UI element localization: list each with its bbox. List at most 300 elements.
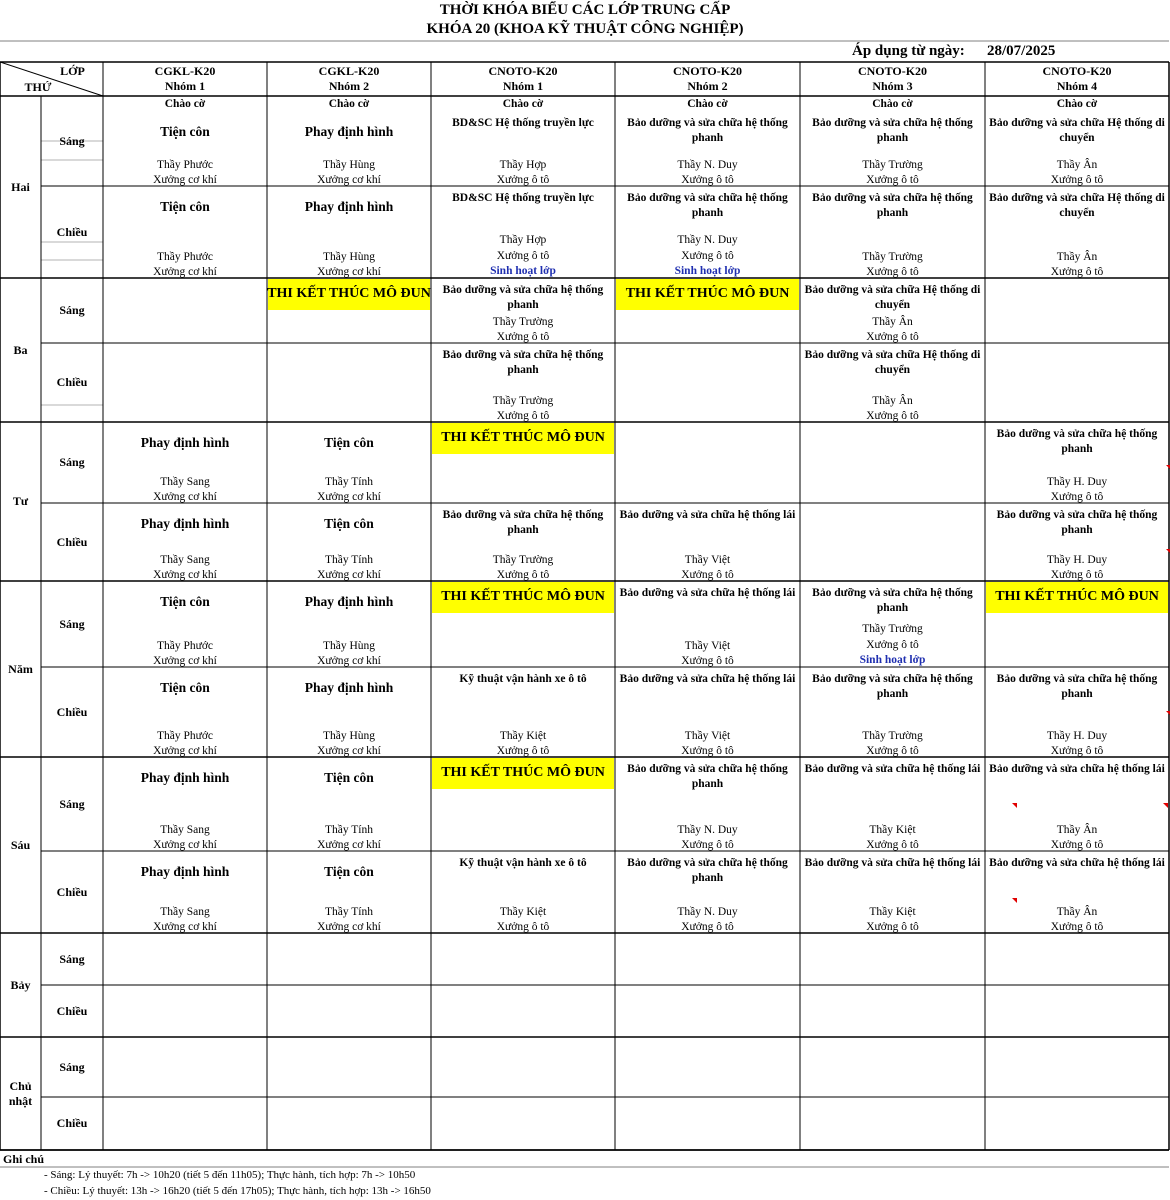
schedule-cell[interactable] xyxy=(985,985,1169,1037)
schedule-cell[interactable] xyxy=(800,933,985,985)
schedule-cell[interactable] xyxy=(103,985,267,1037)
teacher-name: Thầy Sang xyxy=(160,906,210,918)
room-name: Xưởng cơ khí xyxy=(317,266,381,278)
subject-name: Phay định hình xyxy=(140,435,230,450)
session-label xyxy=(41,422,103,503)
day-name: Bảy xyxy=(10,977,31,992)
teacher-name: Thầy Phước xyxy=(156,640,214,652)
schedule-cell[interactable] xyxy=(267,422,431,503)
room-name: Xưởng ô tô xyxy=(1050,266,1104,278)
day-name: Tư xyxy=(12,494,29,508)
day-label-5 xyxy=(0,757,41,933)
schedule-cell[interactable] xyxy=(985,1097,1169,1150)
teacher-name: Thầy Phước xyxy=(156,730,214,742)
schedule-cell[interactable] xyxy=(103,851,267,933)
schedule-cell[interactable] xyxy=(800,1037,985,1097)
schedule-cell[interactable] xyxy=(431,667,615,757)
room-name: Xưởng ô tô xyxy=(1050,839,1104,851)
schedule-cell[interactable] xyxy=(431,186,615,278)
room-name: Xưởng cơ khí xyxy=(317,839,381,851)
room-name: Xưởng ô tô xyxy=(681,655,734,667)
teacher-name: Thầy Trường xyxy=(862,251,923,263)
exam-label: THI KẾT THÚC MÔ ĐUN xyxy=(441,589,605,604)
schedule-cell[interactable] xyxy=(431,343,615,422)
apply-date-value: 28/07/2025 xyxy=(987,43,1056,59)
subject-name: Bảo dưỡng và sửa chữa hệ thống lái xyxy=(619,673,796,685)
room-name: Xưởng ô tô xyxy=(681,839,734,851)
class-group: Nhóm 1 xyxy=(164,79,206,93)
session-name: Chiều xyxy=(56,375,88,389)
teacher-name: Thầy Ân xyxy=(1056,159,1098,171)
schedule-cell[interactable] xyxy=(800,757,985,851)
schedule-cell[interactable] xyxy=(615,96,800,186)
teacher-name: Thầy Việt xyxy=(684,730,731,742)
schedule-cell[interactable] xyxy=(800,581,985,667)
room-name: Xưởng ô tô xyxy=(866,839,919,851)
teacher-name: Thầy Ân xyxy=(1056,251,1098,263)
room-name: Xưởng ô tô xyxy=(681,174,734,186)
exam-label: THI KẾT THÚC MÔ ĐUN xyxy=(995,589,1159,604)
session-label xyxy=(41,503,103,581)
teacher-name: Thầy Ân xyxy=(1056,906,1098,918)
class-group: Nhóm 2 xyxy=(687,79,728,93)
room-name: Xưởng cơ khí xyxy=(317,174,381,186)
schedule-cell[interactable] xyxy=(267,851,431,933)
class-meeting-label: Sinh hoạt lớp xyxy=(490,265,556,277)
day-label-4 xyxy=(0,581,41,757)
teacher-name: Thầy N. Duy xyxy=(677,234,738,246)
room-name: Xưởng ô tô xyxy=(496,921,550,933)
subject-name: Tiện côn xyxy=(160,680,210,695)
subject-name: Bảo dưỡng và sửa chữa hệ thống lái xyxy=(619,587,796,599)
session-label xyxy=(41,343,103,422)
subject-name: Phay định hình xyxy=(140,864,230,879)
session-label xyxy=(41,1097,103,1150)
room-name: Xưởng ô tô xyxy=(866,921,919,933)
subject-name: Bảo dưỡng và sửa chữa hệ thống phanh xyxy=(812,117,973,144)
schedule-cell[interactable] xyxy=(267,186,431,278)
schedule-cell[interactable] xyxy=(431,278,615,343)
schedule-cell[interactable] xyxy=(431,985,615,1037)
schedule-cell[interactable] xyxy=(800,96,985,186)
schedule-cell[interactable] xyxy=(985,503,1169,581)
room-name: Xưởng cơ khí xyxy=(317,491,381,503)
teacher-name: Thầy Trường xyxy=(492,316,554,328)
room-name: Xưởng cơ khí xyxy=(317,569,381,581)
room-name: Xưởng cơ khí xyxy=(153,745,217,757)
room-name: Xưởng cơ khí xyxy=(153,569,217,581)
session-name: Chiều xyxy=(56,884,88,899)
room-name: Xưởng cơ khí xyxy=(153,491,217,503)
subject-name: Bảo dưỡng và sửa chữa hệ thống lái xyxy=(619,509,796,521)
subject-name: Bảo dưỡng và sửa chữa hệ thống phanh xyxy=(812,192,973,219)
class-group: Nhóm 1 xyxy=(502,79,544,93)
schedule-cell[interactable] xyxy=(615,422,800,503)
teacher-name: Thầy Hợp xyxy=(499,234,547,246)
exam-label: THI KẾT THÚC MÔ ĐUN xyxy=(441,430,605,445)
room-name: Xưởng ô tô xyxy=(866,639,919,651)
class-code: CNOTO-K20 xyxy=(672,64,743,78)
flag-ceremony-label: Chào cờ xyxy=(1056,98,1098,110)
schedule-cell[interactable] xyxy=(431,96,615,186)
class-code: CNOTO-K20 xyxy=(488,64,558,78)
teacher-name: Thầy H. Duy xyxy=(1046,730,1108,742)
exam-label: THI KẾT THÚC MÔ ĐUN xyxy=(267,286,431,301)
exam-label: THI KẾT THÚC MÔ ĐUN xyxy=(441,765,605,780)
room-name: Xưởng cơ khí xyxy=(317,655,381,667)
room-name: Xưởng ô tô xyxy=(681,250,734,262)
schedule-cell[interactable] xyxy=(800,985,985,1037)
session-label xyxy=(41,581,103,667)
schedule-cell[interactable] xyxy=(431,1097,615,1150)
title-line-2: KHÓA 20 (KHOA KỸ THUẬT CÔNG NGHIỆP) xyxy=(426,21,744,37)
room-name: Xưởng ô tô xyxy=(866,174,919,186)
room-name: Xưởng ô tô xyxy=(496,569,550,581)
note-line: - Chiều: Lý thuyết: 13h -> 16h20 (tiết 5 đến 17h05); Thực hành, tích hợp: 13h -> 16h50 xyxy=(44,1185,431,1197)
subject-name: Bảo dưỡng và sửa chữa Hệ thống di chuyển xyxy=(804,284,981,311)
teacher-name: Thầy H. Duy xyxy=(1046,554,1108,566)
schedule-cell[interactable] xyxy=(103,186,267,278)
corner-class-label: LỚP xyxy=(60,64,85,78)
subject-name: Bảo dưỡng và sửa chữa hệ thống lái xyxy=(804,857,981,869)
teacher-name: Thầy Kiệt xyxy=(499,906,547,918)
teacher-name: Thầy Sang xyxy=(160,554,210,566)
schedule-cell[interactable] xyxy=(103,667,267,757)
schedule-cell[interactable] xyxy=(615,1037,800,1097)
teacher-name: Thầy Ân xyxy=(872,395,913,407)
subject-name: Tiện côn xyxy=(160,594,210,609)
subject-name: Phay định hình xyxy=(304,594,394,609)
teacher-name: Thầy Tính xyxy=(324,824,374,836)
session-label xyxy=(41,933,103,985)
subject-name: Phay định hình xyxy=(304,124,394,139)
room-name: Xưởng cơ khí xyxy=(153,655,217,667)
teacher-name: Thầy Tính xyxy=(324,476,374,488)
room-name: Xưởng ô tô xyxy=(681,921,734,933)
teacher-name: Thầy N. Duy xyxy=(677,824,738,836)
teacher-name: Thầy Trường xyxy=(862,159,923,171)
teacher-name: Thầy Trường xyxy=(862,730,923,742)
subject-name: BD&SC Hệ thống truyền lực xyxy=(452,192,594,204)
session-name: Sáng xyxy=(59,1059,85,1074)
class-code: CGKL-K20 xyxy=(154,64,216,78)
comment-marker xyxy=(1012,803,1017,808)
room-name: Xưởng cơ khí xyxy=(153,266,217,278)
session-name: Sáng xyxy=(59,796,85,811)
day-label-2 xyxy=(0,278,41,422)
teacher-name: Thầy Trường xyxy=(862,623,923,635)
subject-name: Bảo dưỡng và sửa chữa Hệ thống di chuyển xyxy=(989,117,1165,144)
schedule-cell[interactable] xyxy=(103,933,267,985)
schedule-cell[interactable] xyxy=(800,422,985,503)
session-label xyxy=(41,985,103,1037)
teacher-name: Thầy Việt xyxy=(684,640,731,652)
teacher-name: Thầy H. Duy xyxy=(1046,476,1108,488)
day-label-1 xyxy=(0,96,41,278)
subject-name: Bảo dưỡng và sửa chữa hệ thống phanh xyxy=(996,428,1158,455)
schedule-cell[interactable] xyxy=(615,757,800,851)
schedule-cell[interactable] xyxy=(800,343,985,422)
class-code: CGKL-K20 xyxy=(318,64,380,78)
room-name: Xưởng ô tô xyxy=(496,174,550,186)
day-label-6 xyxy=(0,933,41,1037)
room-name: Xưởng ô tô xyxy=(496,410,550,422)
schedule-cell[interactable] xyxy=(985,851,1169,933)
session-label xyxy=(41,757,103,851)
teacher-name: Thầy Ân xyxy=(1056,824,1098,836)
schedule-cell[interactable] xyxy=(431,581,615,667)
schedule-cell[interactable] xyxy=(985,96,1169,186)
teacher-name: Thầy Sang xyxy=(160,824,210,836)
schedule-cell[interactable] xyxy=(103,422,267,503)
teacher-name: Thầy N. Duy xyxy=(677,159,738,171)
schedule-cell[interactable] xyxy=(985,667,1169,757)
schedule-cell[interactable] xyxy=(985,422,1169,503)
room-name: Xưởng ô tô xyxy=(496,331,550,343)
schedule-cell[interactable] xyxy=(431,503,615,581)
teacher-name: Thầy Phước xyxy=(156,159,214,171)
schedule-cell[interactable] xyxy=(267,667,431,757)
schedule-cell[interactable] xyxy=(431,757,615,851)
subject-name: Bảo dưỡng và sửa chữa hệ thống lái xyxy=(989,857,1165,869)
room-name: Xưởng ô tô xyxy=(866,410,919,422)
schedule-cell[interactable] xyxy=(267,985,431,1037)
schedule-cell[interactable] xyxy=(800,1097,985,1150)
session-name: Sáng xyxy=(59,616,85,631)
schedule-cell[interactable] xyxy=(985,343,1169,422)
subject-name: Bảo dưỡng và sửa chữa hệ thống phanh xyxy=(627,192,788,219)
session-label xyxy=(41,278,103,343)
subject-name: Bảo dưỡng và sửa chữa Hệ thống di chuyển xyxy=(989,192,1165,219)
teacher-name: Thầy Hùng xyxy=(322,730,376,742)
class-code: CNOTO-K20 xyxy=(857,64,928,78)
room-name: Xưởng ô tô xyxy=(1050,491,1104,503)
title-line-1: THỜI KHÓA BIỂU CÁC LỚP TRUNG CẤP xyxy=(439,2,731,18)
schedule-cell[interactable] xyxy=(800,186,985,278)
class-code: CNOTO-K20 xyxy=(1042,64,1112,78)
subject-name: BD&SC Hệ thống truyền lực xyxy=(452,117,594,129)
notes-label: Ghi chú xyxy=(3,1152,45,1166)
day-name: Sáu xyxy=(10,837,31,852)
subject-name: Phay định hình xyxy=(304,680,394,695)
room-name: Xưởng ô tô xyxy=(681,745,734,757)
schedule-cell[interactable] xyxy=(103,757,267,851)
class-meeting-label: Sinh hoạt lớp xyxy=(859,654,926,666)
session-name: Chiều xyxy=(56,1116,88,1130)
teacher-name: Thầy Kiệt xyxy=(869,824,916,836)
schedule-cell[interactable] xyxy=(615,667,800,757)
teacher-name: Thầy Hùng xyxy=(322,251,376,263)
room-name: Xưởng ô tô xyxy=(866,745,919,757)
schedule-cell[interactable] xyxy=(800,851,985,933)
teacher-name: Thầy Hợp xyxy=(499,159,547,171)
teacher-name: Thầy Hùng xyxy=(322,159,376,171)
flag-ceremony-label: Chào cờ xyxy=(687,98,728,110)
subject-name: Bảo dưỡng và sửa chữa hệ thống phanh xyxy=(442,509,604,536)
schedule-cell[interactable] xyxy=(103,1097,267,1150)
day-label-7 xyxy=(0,1037,41,1150)
teacher-name: Thầy Việt xyxy=(684,554,731,566)
schedule-cell[interactable] xyxy=(615,985,800,1037)
day-name: Chủ nhật xyxy=(8,1078,33,1108)
schedule-cell[interactable] xyxy=(267,581,431,667)
class-header xyxy=(431,62,615,96)
teacher-name: Thầy Tính xyxy=(324,906,374,918)
schedule-cell[interactable] xyxy=(103,96,267,186)
teacher-name: Thầy Tính xyxy=(324,554,374,566)
schedule-cell[interactable] xyxy=(985,186,1169,278)
teacher-name: Thầy N. Duy xyxy=(677,906,738,918)
subject-name: Tiện côn xyxy=(324,864,374,879)
schedule-cell[interactable] xyxy=(267,757,431,851)
schedule-cell[interactable] xyxy=(103,581,267,667)
schedule-cell[interactable] xyxy=(985,278,1169,343)
subject-name: Bảo dưỡng và sửa chữa hệ thống phanh xyxy=(996,673,1158,700)
schedule-cell[interactable] xyxy=(267,96,431,186)
schedule-cell[interactable] xyxy=(615,186,800,278)
schedule-cell[interactable] xyxy=(267,278,431,343)
subject-name: Bảo dưỡng và sửa chữa Hệ thống di chuyển xyxy=(804,349,981,376)
session-label xyxy=(41,186,103,278)
schedule-cell[interactable] xyxy=(267,933,431,985)
schedule-cell[interactable] xyxy=(267,1097,431,1150)
comment-marker xyxy=(1166,549,1170,554)
teacher-name: Thầy Kiệt xyxy=(499,730,547,742)
comment-marker xyxy=(1166,711,1170,716)
subject-name: Bảo dưỡng và sửa chữa hệ thống phanh xyxy=(996,509,1158,536)
schedule-cell[interactable] xyxy=(800,667,985,757)
schedule-cell[interactable] xyxy=(431,933,615,985)
schedule-cell[interactable] xyxy=(615,343,800,422)
exam-label: THI KẾT THÚC MÔ ĐUN xyxy=(625,286,790,301)
room-name: Xưởng cơ khí xyxy=(153,174,217,186)
subject-name: Bảo dưỡng và sửa chữa hệ thống phanh xyxy=(442,349,604,376)
schedule-cell[interactable] xyxy=(103,503,267,581)
teacher-name: Thầy Hùng xyxy=(322,640,376,652)
session-label xyxy=(41,667,103,757)
class-header xyxy=(615,62,800,96)
subject-name: Tiện côn xyxy=(324,770,374,785)
subject-name: Tiện côn xyxy=(160,124,210,139)
schedule-cell[interactable] xyxy=(800,278,985,343)
schedule-cell[interactable] xyxy=(103,1037,267,1097)
subject-name: Phay định hình xyxy=(304,199,394,214)
subject-name: Bảo dưỡng và sửa chữa hệ thống lái xyxy=(989,763,1165,775)
flag-ceremony-label: Chào cờ xyxy=(328,98,370,110)
session-name: Sáng xyxy=(59,455,85,469)
subject-name: Bảo dưỡng và sửa chữa hệ thống phanh xyxy=(627,763,788,790)
session-name: Chiều xyxy=(56,224,88,239)
subject-name: Bảo dưỡng và sửa chữa hệ thống phanh xyxy=(627,117,788,144)
schedule-cell[interactable] xyxy=(800,503,985,581)
teacher-name: Thầy Ân xyxy=(872,316,913,328)
room-name: Xưởng cơ khí xyxy=(153,839,217,851)
room-name: Xưởng ô tô xyxy=(496,250,550,262)
subject-name: Phay định hình xyxy=(140,770,230,785)
class-header xyxy=(985,62,1169,96)
schedule-cell[interactable] xyxy=(985,581,1169,667)
room-name: Xưởng ô tô xyxy=(866,331,919,343)
schedule-cell[interactable] xyxy=(615,933,800,985)
schedule-cell[interactable] xyxy=(431,851,615,933)
subject-name: Bảo dưỡng và sửa chữa hệ thống phanh xyxy=(627,857,788,884)
schedule-cell[interactable] xyxy=(985,1037,1169,1097)
session-name: Sáng xyxy=(59,303,85,317)
flag-ceremony-label: Chào cờ xyxy=(872,98,913,110)
room-name: Xưởng ô tô xyxy=(1050,745,1104,757)
day-name: Năm xyxy=(8,661,33,676)
comment-marker xyxy=(1012,898,1017,903)
subject-name: Tiện côn xyxy=(324,435,374,450)
comment-marker xyxy=(1163,803,1168,808)
schedule-cell[interactable] xyxy=(103,278,267,343)
teacher-name: Thầy Kiệt xyxy=(869,906,916,918)
subject-name: Kỹ thuật vận hành xe ô tô xyxy=(459,857,587,869)
session-name: Sáng xyxy=(59,951,85,966)
session-name: Chiều xyxy=(56,704,88,719)
class-header xyxy=(103,62,267,96)
session-label xyxy=(41,851,103,933)
schedule-cell[interactable] xyxy=(985,933,1169,985)
flag-ceremony-label: Chào cờ xyxy=(502,98,544,110)
schedule-cell[interactable] xyxy=(615,1097,800,1150)
apply-date-label: Áp dụng từ ngày: xyxy=(852,43,965,59)
room-name: Xưởng ô tô xyxy=(1050,569,1104,581)
schedule-cell[interactable] xyxy=(267,343,431,422)
subject-name: Bảo dưỡng và sửa chữa hệ thống lái xyxy=(804,763,981,775)
subject-name: Phay định hình xyxy=(140,516,230,531)
class-meeting-label: Sinh hoạt lớp xyxy=(674,265,741,277)
subject-name: Tiện côn xyxy=(324,516,374,531)
teacher-name: Thầy Sang xyxy=(160,476,210,488)
schedule-cell[interactable] xyxy=(615,503,800,581)
room-name: Xưởng cơ khí xyxy=(317,921,381,933)
session-label xyxy=(41,1037,103,1097)
teacher-name: Thầy Trường xyxy=(492,554,554,566)
class-group: Nhóm 3 xyxy=(872,79,913,93)
class-header xyxy=(800,62,985,96)
schedule-cell[interactable] xyxy=(615,851,800,933)
subject-name: Kỹ thuật vận hành xe ô tô xyxy=(459,673,587,685)
schedule-cell[interactable] xyxy=(431,422,615,503)
day-name: Hai xyxy=(11,179,30,194)
teacher-name: Thầy Trường xyxy=(492,395,554,407)
subject-name: Bảo dưỡng và sửa chữa hệ thống phanh xyxy=(442,284,604,311)
day-name: Ba xyxy=(13,342,28,357)
room-name: Xưởng cơ khí xyxy=(317,745,381,757)
day-label-3 xyxy=(0,422,41,581)
session-name: Chiều xyxy=(56,1003,88,1018)
class-header xyxy=(267,62,431,96)
class-group: Nhóm 4 xyxy=(1056,79,1098,93)
session-label xyxy=(41,96,103,186)
room-name: Xưởng cơ khí xyxy=(153,921,217,933)
flag-ceremony-label: Chào cờ xyxy=(164,98,206,110)
teacher-name: Thầy Phước xyxy=(156,251,214,263)
room-name: Xưởng ô tô xyxy=(866,266,919,278)
schedule-cell[interactable] xyxy=(103,343,267,422)
session-name: Chiều xyxy=(56,534,88,549)
schedule-cell[interactable] xyxy=(267,503,431,581)
room-name: Xưởng ô tô xyxy=(681,569,734,581)
schedule-cell[interactable] xyxy=(431,1037,615,1097)
subject-name: Tiện côn xyxy=(160,199,210,214)
schedule-cell[interactable] xyxy=(615,278,800,343)
class-group: Nhóm 2 xyxy=(328,79,370,93)
schedule-cell[interactable] xyxy=(267,1037,431,1097)
schedule-cell[interactable] xyxy=(615,581,800,667)
room-name: Xưởng ô tô xyxy=(1050,174,1104,186)
